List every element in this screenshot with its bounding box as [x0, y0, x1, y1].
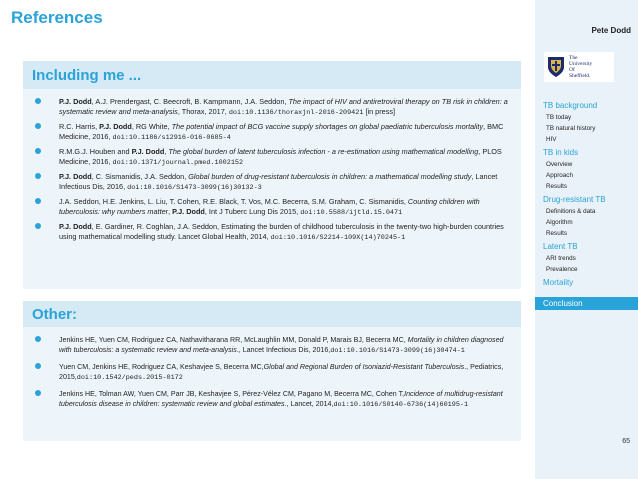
- bullet-icon: [35, 148, 41, 154]
- bullet-icon: [35, 223, 41, 229]
- reference-text: Jenkins HE, Yuen CM, Rodriguez CA, Nathavitharana RR, McLaughlin MM, Donald P, Marais BJ, Becerra MC,: [59, 336, 408, 344]
- logo-line: Sheffield.: [569, 73, 591, 79]
- reference-item: [35, 389, 511, 410]
- including-me-panel: [23, 61, 521, 289]
- bullet-icon: [35, 363, 41, 369]
- reference-doi: doi:10.5588/ijtld.15.0471: [300, 209, 403, 217]
- nav-section-tb-background[interactable]: TB background: [543, 101, 598, 110]
- reference-text: [in press]: [363, 107, 396, 116]
- reference-text: R.C. Harris,: [59, 122, 100, 131]
- reference-text: Jenkins HE, Tolman AW, Yuen CM, Parr JB, Keshavjee S, Pérez-Vélez CM, Pagano M, Becerra MC, Cohen T,: [59, 390, 405, 398]
- nav-item-tb-today[interactable]: TB today: [546, 114, 572, 121]
- bullet-icon: [35, 390, 41, 396]
- reference-item: [35, 97, 511, 118]
- reference-title: Global burden of drug-resistant tuberculosis in children: a mathematical modelling study: [188, 172, 472, 181]
- nav-item-ari-trends[interactable]: ARI trends: [546, 255, 576, 262]
- nav-item-algorithm[interactable]: Algorithm: [546, 219, 573, 226]
- reference-text: , A.J. Prendergast, C. Beecroft, B. Kampmann, J.A. Seddon,: [91, 97, 289, 106]
- reference-title: Mortality in children diagnosed with tuberculosis: a systematic review and meta-analysis: [59, 336, 504, 354]
- page-title: References: [11, 8, 103, 27]
- reference-doi: doi:10.1016/S1473-3099(16)30132-3: [127, 184, 262, 192]
- university-crest-icon: [547, 56, 565, 78]
- nav-section-latent-tb[interactable]: Latent TB: [543, 242, 578, 251]
- reference-title: The global burden of latent tuberculosis infection - a re-estimation using mathematical modelling: [168, 147, 479, 156]
- nav-section-tb-in-kids[interactable]: TB in kids: [543, 148, 579, 157]
- reference-doi: doi:10.1136/thoraxjnl-2016-209421: [228, 109, 364, 117]
- logo-wordmark: [569, 55, 592, 79]
- reference-title: Global and Regional Burden of Isoniazid-Resistant Tuberculosis: [263, 363, 465, 371]
- logo-line: Of: [569, 67, 575, 73]
- nav-item-prevalence[interactable]: Prevalence: [546, 266, 578, 273]
- reference-title: The impact of HIV and antiretroviral therapy on TB risk in children: a systematic review and meta-analysis: [59, 97, 508, 116]
- reference-doi: doi:10.1371/journal.pmed.1002152: [112, 159, 244, 167]
- reference-text: ., Lancet, 2014,: [284, 400, 334, 408]
- reference-doi: doi:10.1016/S1473-3099(16)30474-1: [330, 347, 465, 355]
- bullet-icon: [35, 123, 41, 129]
- reference-title: Counting children with tuberculosis: why numbers matter: [59, 197, 480, 216]
- reference-text: ,: [164, 147, 169, 156]
- nav-item-overview[interactable]: Overview: [546, 161, 573, 168]
- reference-text: , Lancet Infectious Dis, 2016,: [59, 172, 498, 191]
- nav-item-results[interactable]: Results: [546, 230, 567, 237]
- nav-item-tb-natural-history[interactable]: TB natural history: [546, 125, 596, 132]
- nav-item-results[interactable]: Results: [546, 183, 567, 190]
- other-panel: [23, 301, 521, 441]
- reference-text: , PLOS Medicine, 2016,: [59, 147, 502, 166]
- nav-section-mortality[interactable]: Mortality: [543, 278, 574, 287]
- reference-doi: doi:10.1542/peds.2015-0172: [76, 374, 183, 382]
- reference-item: [35, 172, 511, 193]
- including-me-heading: Including me ...: [23, 61, 521, 89]
- reference-text: , E. Gardiner, R. Coghlan, J.A. Seddon, Estimating the burden of childhood tuberculosis in the twenty-two high-burden countries using mathematical modelling study. Lancet Global Health, 2014,: [59, 222, 504, 241]
- reference-text: Yuen CM, Jenkins HE, Rodriguez CA, Keshavjee S, Becerra MC,: [59, 363, 264, 371]
- reference-item: [35, 197, 511, 218]
- sidebar: [535, 0, 638, 479]
- reference-item: [35, 362, 511, 383]
- bullet-icon: [35, 198, 41, 204]
- reference-text: R.M.G.J. Houben and: [59, 147, 132, 156]
- reference-author-highlight: P.J. Dodd: [59, 222, 92, 231]
- reference-doi: doi:10.1016/S0140-6736(14)60195-1: [333, 401, 469, 409]
- reference-text: ., Lancet Infectious Dis, 2016,: [236, 346, 331, 354]
- reference-text: , Thorax, 2017,: [177, 107, 229, 116]
- reference-text: , C. Sismanidis, J.A. Seddon,: [91, 172, 189, 181]
- reference-author-highlight: P.J. Dodd: [99, 122, 132, 131]
- including-me-reference-list: [23, 89, 521, 243]
- other-reference-list: [23, 327, 521, 410]
- logo-line: University: [569, 61, 593, 67]
- nav-section-conclusion[interactable]: Conclusion: [535, 297, 638, 310]
- reference-text: , BMC Medicine, 2016,: [59, 122, 504, 141]
- reference-author-highlight: P.J. Dodd: [59, 172, 92, 181]
- reference-author-highlight: P.J. Dodd: [131, 147, 165, 156]
- reference-item: [35, 147, 511, 168]
- reference-item: [35, 122, 511, 143]
- reference-text: , Int J Tuberc Lung Dis 2015,: [204, 207, 301, 216]
- logo-line: The: [569, 55, 578, 61]
- reference-title: Incidence of multidrug-resistant tuberculosis disease in children: systematic review and global estimates: [59, 390, 503, 408]
- nav-section-drug-resistant-tb[interactable]: Drug-resistant TB: [543, 195, 606, 204]
- bullet-icon: [35, 98, 41, 104]
- bullet-icon: [35, 173, 41, 179]
- nav-item-definitions-data[interactable]: Definitions & data: [546, 208, 596, 215]
- section-nav: [535, 98, 638, 310]
- nav-item-approach[interactable]: Approach: [546, 172, 573, 179]
- reference-text: ., Pediatrics, 2015,: [59, 363, 504, 381]
- reference-text: ,: [168, 207, 173, 216]
- reference-author-highlight: P.J. Dodd: [172, 207, 205, 216]
- reference-item: [35, 335, 511, 356]
- bullet-icon: [35, 336, 41, 342]
- reference-doi: doi:10.1186/s12916-016-0685-4: [112, 134, 231, 142]
- reference-text: J.A. Seddon, H.E. Jenkins, L. Liu, T. Cohen, R.E. Black, T. Vos, M.C. Becerra, S.M. Graham, C. Sismanidis,: [59, 197, 408, 206]
- author-name: Pete Dodd: [591, 26, 631, 35]
- reference-author-highlight: P.J. Dodd: [59, 97, 92, 106]
- page-number: 65: [622, 438, 630, 445]
- reference-doi: doi:10.1016/S2214-109X(14)70245-1: [270, 234, 406, 242]
- reference-text: , RG White,: [131, 122, 172, 131]
- reference-title: The potential impact of BCG vaccine supply shortages on global paediatric tuberculosis mortality: [171, 122, 484, 131]
- other-heading: Other:: [23, 301, 521, 327]
- reference-item: [35, 222, 511, 243]
- nav-item-hiv[interactable]: HIV: [546, 136, 557, 143]
- university-logo: [544, 52, 614, 82]
